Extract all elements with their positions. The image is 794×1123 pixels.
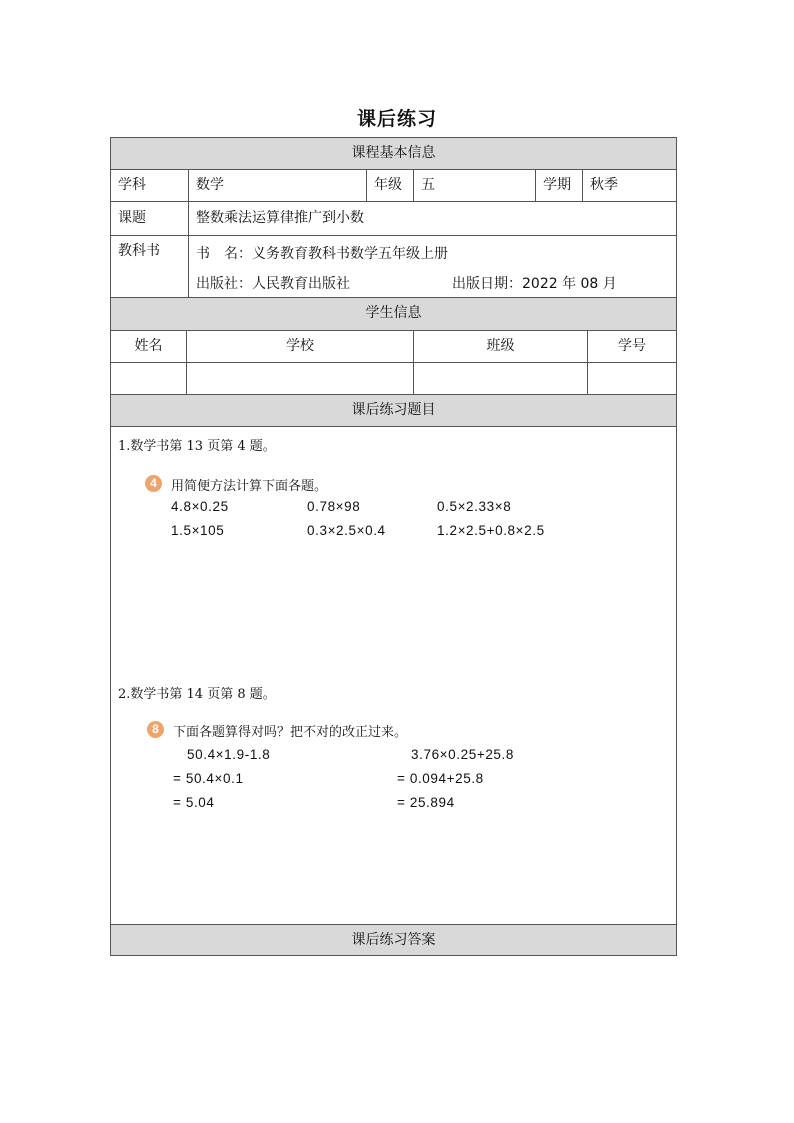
course-basic-row [111, 170, 676, 202]
question-1-title: 1.数学书第 13 页第 4 题。 [118, 439, 276, 454]
worksheet-table [110, 137, 677, 956]
question-4-number-badge: 4 [145, 475, 162, 492]
expression: = 50.4×0.1 [173, 771, 244, 786]
expression: 0.3×2.5×0.4 [307, 523, 386, 538]
page-title: 课后练习 [356, 108, 437, 130]
term-value: 秋季 [590, 177, 618, 193]
subject-label: 学科 [111, 170, 189, 201]
exercise-header [111, 395, 676, 427]
school-cell[interactable] [187, 363, 414, 394]
question-2-title: 2.数学书第 14 页第 8 题。 [118, 687, 276, 702]
expression: = 5.04 [173, 795, 215, 810]
expression: = 0.094+25.8 [397, 771, 484, 786]
question-8-number-badge: 8 [147, 721, 164, 738]
class-cell[interactable] [414, 363, 588, 394]
expression: 0.78×98 [307, 499, 361, 514]
student-info-header [111, 298, 676, 331]
expression: 4.8×0.25 [171, 499, 229, 514]
student-entry-row [111, 363, 676, 395]
subject-value: 数学 [189, 170, 367, 201]
topic-label: 课题 [111, 202, 189, 235]
expression: 50.4×1.9-1.8 [187, 747, 271, 762]
expression: 1.2×2.5+0.8×2.5 [437, 523, 545, 538]
expression: 1.5×105 [171, 523, 225, 538]
publish-date: 出版日期：2022 年 08 月 [452, 276, 617, 292]
textbook-label: 教科书 [111, 236, 189, 297]
student-columns-row [111, 331, 676, 363]
term-label: 学期 [536, 170, 583, 201]
student-id-cell[interactable] [588, 363, 676, 394]
name-cell[interactable] [111, 363, 187, 394]
topic-row [111, 202, 676, 236]
column-name: 姓名 [111, 331, 187, 362]
question-1-prompt: 用简便方法计算下面各题。 [171, 479, 328, 494]
exercise-title: 课后练习题目 [351, 402, 436, 418]
column-school: 学校 [187, 331, 414, 362]
exercise-body [111, 427, 676, 925]
column-class: 班级 [414, 331, 588, 362]
book-name: 书 名：义务教育教科书数学五年级上册 [196, 246, 448, 262]
question-2-prompt: 下面各题算得对吗？把不对的改正过来。 [173, 725, 408, 740]
expression: 0.5×2.33×8 [437, 499, 512, 514]
answers-header [111, 925, 676, 955]
expression: 3.76×0.25+25.8 [411, 747, 514, 762]
grade-value: 五 [414, 170, 536, 201]
publisher: 出版社：人民教育出版社 [196, 276, 350, 292]
expression: = 25.894 [397, 795, 455, 810]
course-info-header [111, 138, 676, 170]
answers-title: 课后练习答案 [351, 932, 436, 948]
topic-value: 整数乘法运算律推广到小数 [196, 210, 364, 226]
textbook-row [111, 236, 676, 298]
grade-label: 年级 [367, 170, 414, 201]
course-info-title: 课程基本信息 [351, 145, 436, 161]
column-student-id: 学号 [618, 338, 646, 354]
student-info-title: 学生信息 [365, 305, 422, 321]
